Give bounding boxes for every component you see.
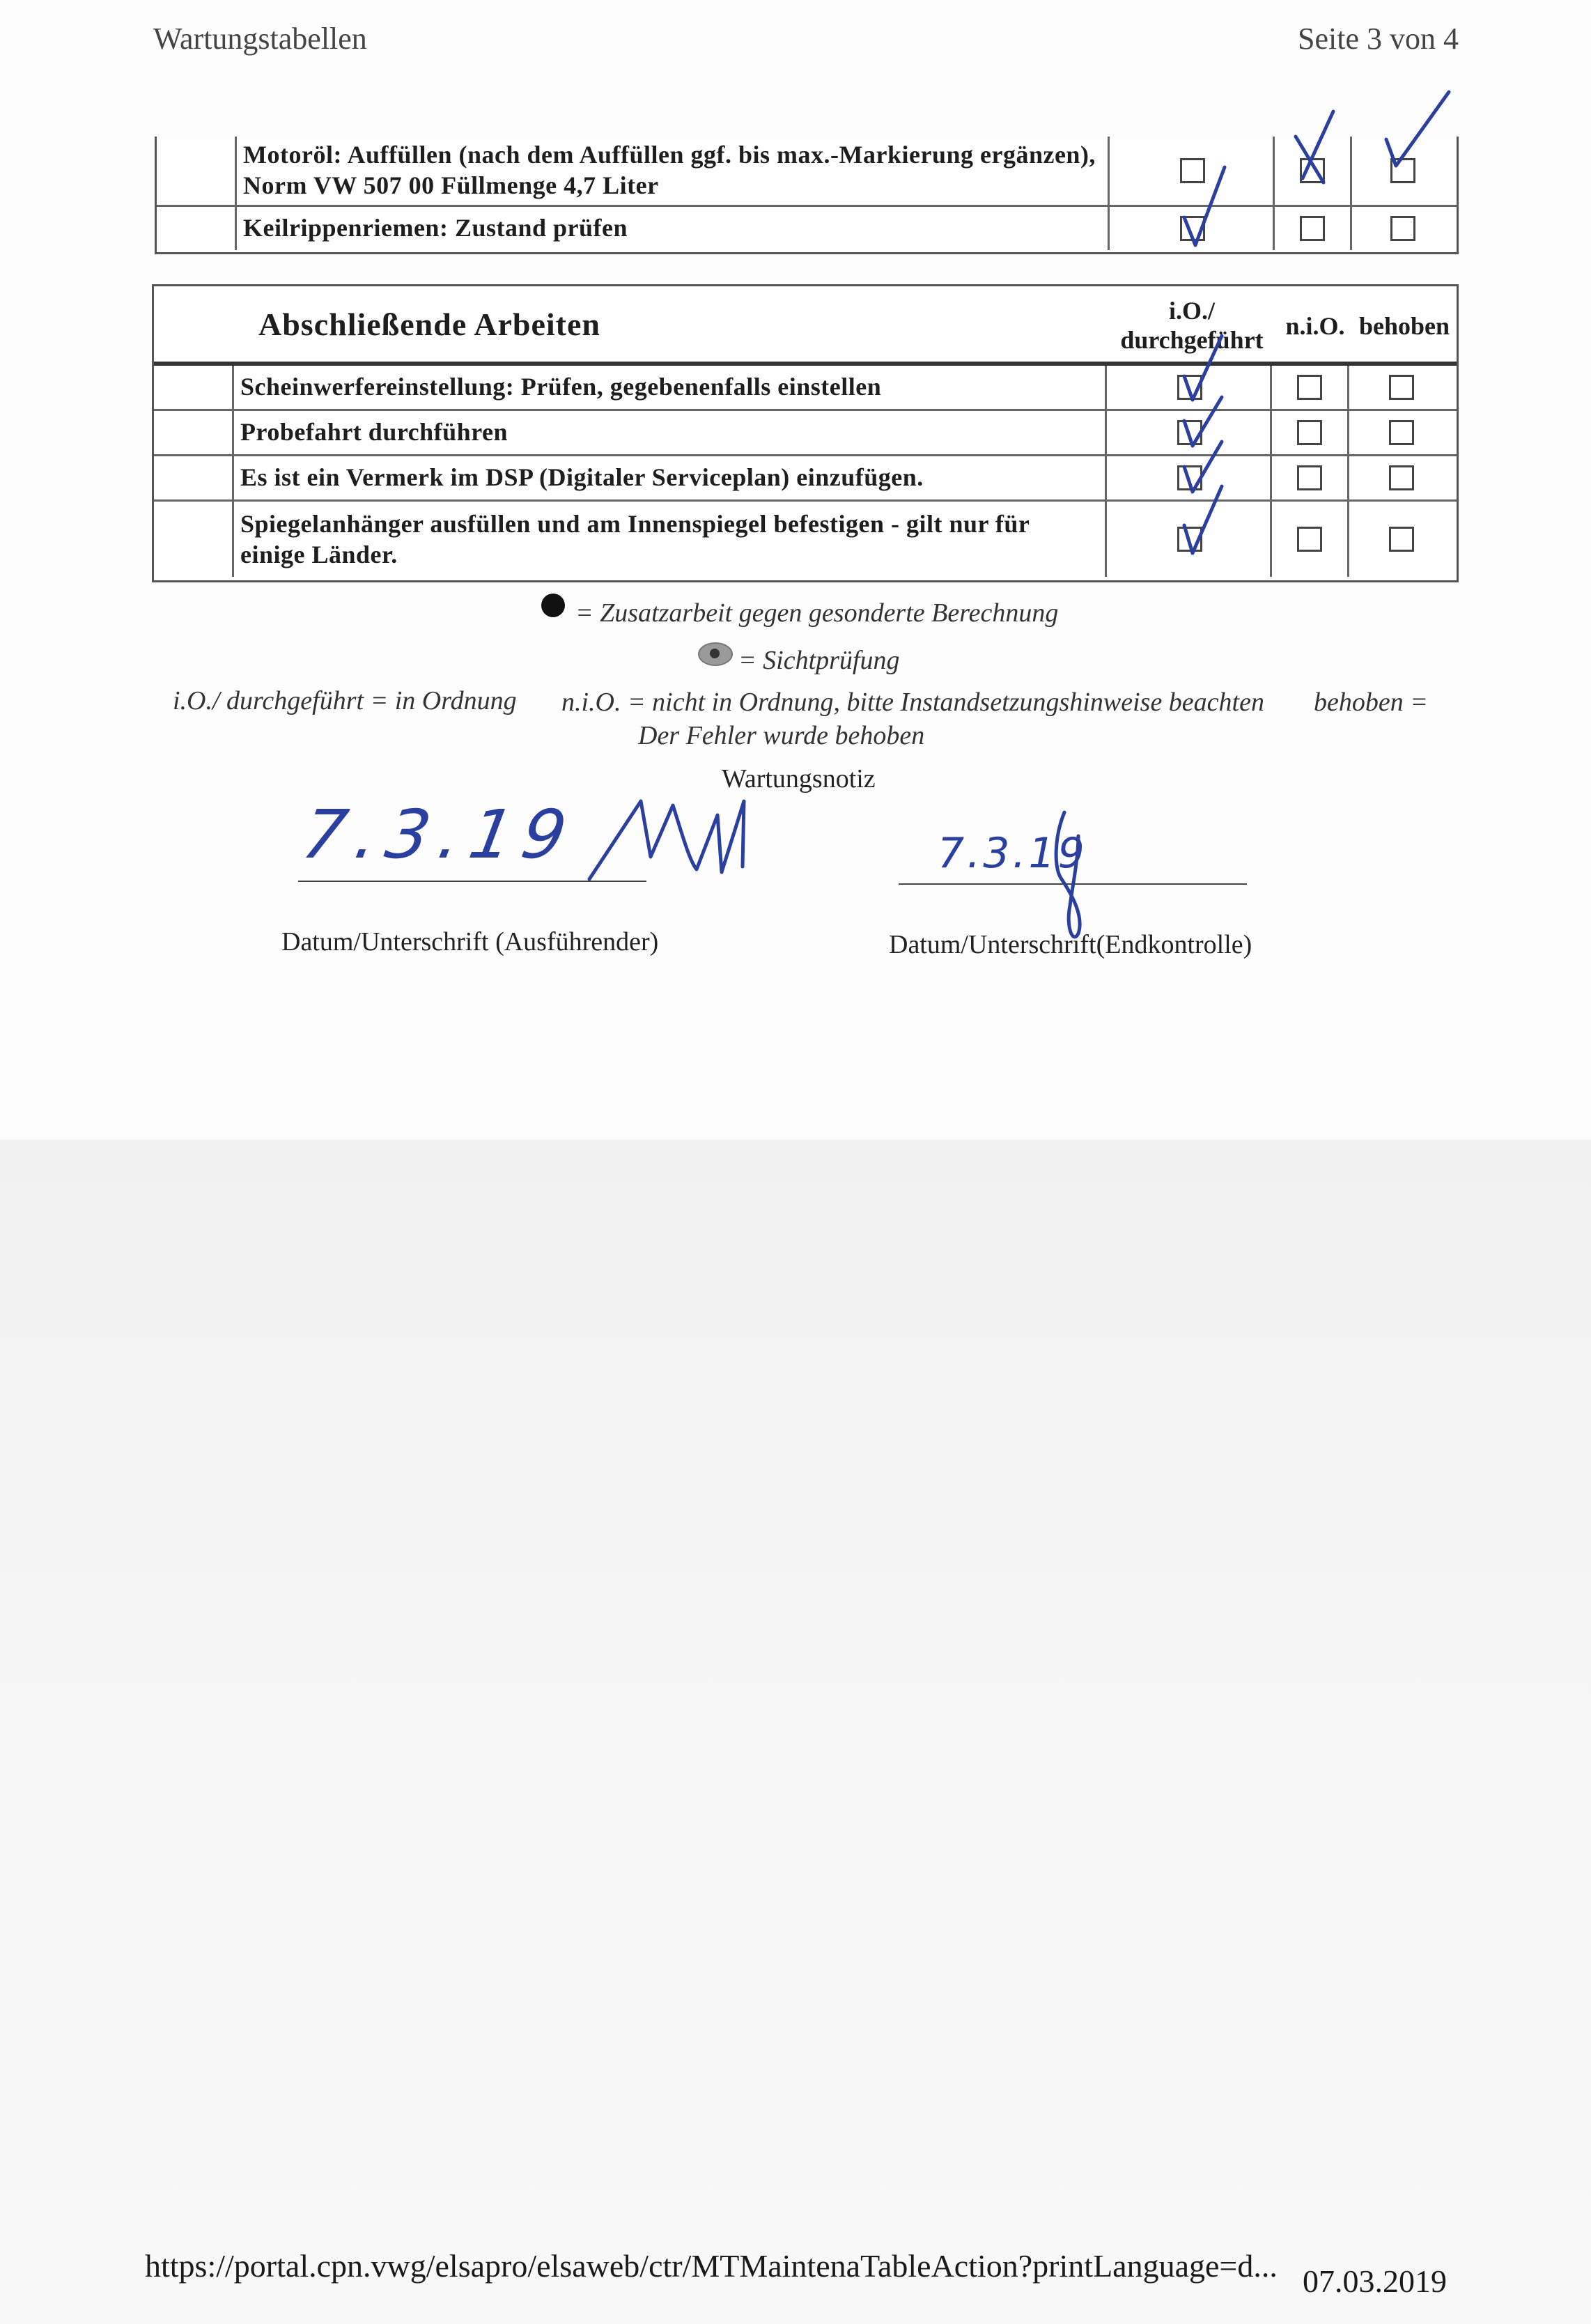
check-mark	[1184, 442, 1222, 492]
left-signature-label: Datum/Unterschrift (Ausführender)	[281, 927, 659, 956]
legend-behoben: behoben =	[1314, 688, 1428, 717]
footer-url: https://portal.cpn.vwg/elsapro/elsaweb/ctr/MTMaintenaTableAction?printLanguage=d...	[145, 2248, 1278, 2284]
legend-visual-check: = Sichtprüfung	[738, 646, 900, 675]
footer-date: 07.03.2019	[1303, 2263, 1447, 2299]
task-text: Motoröl: Auffüllen (nach dem Auffüllen ggf. bis max.-Markierung ergänzen), Norm VW 507 00 Füllmenge 4,7 Liter	[239, 137, 1110, 205]
signature-scribble	[1056, 812, 1080, 937]
check-mark	[1184, 486, 1222, 553]
column-header-io: i.O./ durchgeführt	[1120, 297, 1264, 354]
legend-behoben-text: Der Fehler wurde behoben	[638, 721, 925, 750]
task-text: Es ist ein Vermerk im DSP (Digitaler Serviceplan) einzufügen.	[236, 456, 1107, 499]
legend-extra-work: = Zusatzarbeit gegen gesonderte Berechnung	[575, 598, 1059, 628]
signature-scribble	[589, 801, 744, 879]
task-text: Keilrippenriemen: Zustand prüfen	[239, 207, 1110, 250]
check-mark	[1184, 336, 1222, 400]
task-text: Scheinwerfereinstellung: Prüfen, gegebenenfalls einstellen	[236, 366, 1107, 409]
left-signature-date: 7.3.19	[297, 796, 582, 874]
column-header-behoben: behoben	[1358, 312, 1450, 340]
right-signature-date: 7.3.19	[938, 829, 1087, 878]
legend-io: i.O./ durchgeführt = in Ordnung	[173, 686, 517, 715]
task-text: Probefahrt durchführen	[236, 411, 1107, 454]
page-header-title: Wartungstabellen	[153, 22, 367, 56]
check-mark	[1184, 397, 1222, 446]
check-mark	[1184, 167, 1225, 245]
section-title: Abschließende Arbeiten	[258, 307, 600, 342]
legend-nio: n.i.O. = nicht in Ordnung, bitte Instandsetzungshinweise beachten	[561, 688, 1264, 717]
column-header-nio: n.i.O.	[1285, 312, 1345, 340]
right-signature-label: Datum/Unterschrift(Endkontrolle)	[889, 930, 1252, 959]
task-text: Spiegelanhänger ausfüllen und am Innenspiegel befestigen - gilt nur für einige Länder.	[236, 502, 1107, 577]
maintenance-note-label: Wartungsnotiz	[722, 764, 876, 793]
check-mark	[1386, 92, 1449, 166]
page-number: Seite 3 von 4	[1298, 22, 1459, 56]
cross-mark	[1296, 111, 1333, 183]
